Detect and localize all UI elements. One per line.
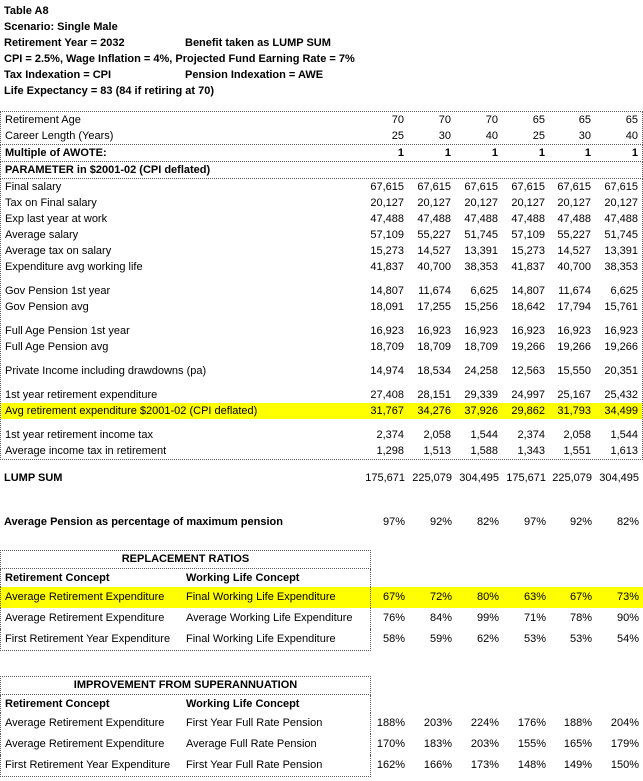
cell-value: 18,709 [370, 341, 404, 353]
cell-value: 67,615 [417, 181, 451, 193]
cell-value: 1 [444, 147, 451, 159]
ratio-row [0, 734, 643, 755]
ratio-row [0, 608, 643, 629]
cell-value: 19,266 [511, 341, 545, 353]
ratio-value: 179% [610, 738, 639, 750]
cell-value: 19,266 [604, 341, 638, 353]
cell-value: 1 [584, 147, 591, 159]
table-row [1, 112, 642, 128]
cell-value: 2,058 [563, 429, 591, 441]
cell-value: 18,709 [464, 341, 498, 353]
cell-value: 18,534 [417, 365, 451, 377]
table-row [1, 211, 642, 227]
replacement-header-row [0, 569, 643, 587]
cell-value: 47,488 [604, 213, 638, 225]
ratio-row [0, 587, 643, 608]
concept-pair [0, 713, 371, 734]
ratio-value: 72% [429, 591, 452, 603]
cell-value: 67,615 [511, 181, 545, 193]
cell-value: 1,513 [423, 445, 451, 457]
ratio-value: 203% [423, 717, 452, 729]
cell-value: 65 [625, 114, 638, 126]
scenario-text: Scenario: Single Male [4, 21, 118, 33]
cell-value: 12,563 [511, 365, 545, 377]
retirement-concept: Average Retirement Expenditure [5, 612, 165, 624]
cell-value: 24,997 [511, 389, 545, 401]
retirement-concept: Average Retirement Expenditure [5, 591, 165, 603]
ratio-value: 162% [376, 759, 405, 771]
cell-value: 38,353 [604, 261, 638, 273]
cell-value: 1 [397, 147, 404, 159]
cell-value: 40 [485, 130, 498, 142]
ratio-value: 90% [616, 612, 639, 624]
cell-value: 25,432 [604, 389, 638, 401]
cell-value: 304,495 [459, 472, 499, 484]
tax-indexation-text: Tax Indexation = CPI [4, 69, 112, 81]
cell-value: 25,167 [557, 389, 591, 401]
cell-value: 28,151 [417, 389, 451, 401]
table-row [1, 145, 642, 161]
ratio-value: 188% [376, 717, 405, 729]
table-row [1, 443, 642, 459]
cell-value: 20,127 [557, 197, 591, 209]
cell-value: 15,273 [511, 245, 545, 257]
table-row [1, 323, 642, 339]
cell-value: 37,926 [464, 405, 498, 417]
cell-value: 1 [491, 147, 498, 159]
ratio-value: 73% [616, 591, 639, 603]
ratio-value: 80% [476, 591, 499, 603]
cell-value: 31,767 [370, 405, 404, 417]
cell-value: 16,923 [557, 325, 591, 337]
working-life-concept: Average Full Rate Pension [186, 738, 317, 750]
ratio-value: 224% [470, 717, 499, 729]
cell-value: 30 [578, 130, 591, 142]
cell-value: 20,127 [417, 197, 451, 209]
cell-value: 1,544 [610, 429, 638, 441]
concept-pair [0, 629, 371, 651]
table-row [1, 427, 642, 443]
cell-value: 24,258 [464, 365, 498, 377]
cell-value: 34,276 [417, 405, 451, 417]
cell-value: 1,588 [470, 445, 498, 457]
cell-value: 20,127 [511, 197, 545, 209]
cell-value: 18,642 [511, 301, 545, 313]
lump-sum-row [0, 470, 643, 486]
cell-value: 92% [569, 516, 592, 528]
improvement-title: IMPROVEMENT FROM SUPERANNUATION [0, 676, 371, 695]
ratio-value: 204% [610, 717, 639, 729]
concept-pair [0, 587, 371, 608]
retirement-concept: First Retirement Year Expenditure [5, 759, 171, 771]
cell-value: 97% [382, 516, 405, 528]
ratio-value: 67% [569, 591, 592, 603]
cell-value: 70 [485, 114, 498, 126]
concept-pair [0, 695, 371, 713]
cell-value: 25 [532, 130, 545, 142]
cell-value: 55,227 [417, 229, 451, 241]
cell-value: 14,527 [557, 245, 591, 257]
cell-value: 15,761 [604, 301, 638, 313]
working-life-concept: Final Working Life Expenditure [186, 591, 336, 603]
life-expectancy-line [0, 83, 643, 99]
retirement-year-line [0, 35, 643, 51]
row-label: Private Income including drawdowns (pa) [5, 365, 207, 377]
table-row [1, 283, 642, 299]
section-heading-label: PARAMETER in $2001-02 (CPI deflated) [5, 164, 211, 176]
ratio-row [0, 713, 643, 734]
row-label: 1st year retirement expenditure [5, 389, 158, 401]
cell-value: 31,793 [557, 405, 591, 417]
ratio-value: 62% [476, 633, 499, 645]
table-row [1, 315, 642, 323]
avg-pension-label: Average Pension as percentage of maximum pension [4, 516, 283, 528]
cell-value: 17,255 [417, 301, 451, 313]
ratio-value: 170% [376, 738, 405, 750]
cell-value: 41,837 [370, 261, 404, 273]
table-row [1, 299, 642, 315]
ratio-value: 183% [423, 738, 452, 750]
retirement-concept-header: Retirement Concept [5, 572, 110, 584]
ratio-value: 67% [382, 591, 405, 603]
ratio-value: 63% [523, 591, 546, 603]
ratio-value: 150% [610, 759, 639, 771]
cell-value: 67,615 [370, 181, 404, 193]
row-label: Multiple of AWOTE: [5, 147, 107, 159]
cell-value: 51,745 [604, 229, 638, 241]
retirement-concept: First Retirement Year Expenditure [5, 633, 171, 645]
cell-value: 34,499 [604, 405, 638, 417]
cell-value: 25 [391, 130, 404, 142]
benefit-text: Benefit taken as LUMP SUM [185, 37, 331, 49]
cell-value: 1,343 [517, 445, 545, 457]
cell-value: 1,613 [610, 445, 638, 457]
cell-value: 1 [631, 147, 638, 159]
ratio-value: 99% [476, 612, 499, 624]
ratio-value: 59% [429, 633, 452, 645]
ratio-value: 84% [429, 612, 452, 624]
row-label: Final salary [5, 181, 62, 193]
concept-pair [0, 734, 371, 755]
cell-value: 70 [391, 114, 404, 126]
cell-value: 16,923 [417, 325, 451, 337]
cell-value: 2,374 [517, 429, 545, 441]
parameter-section [0, 178, 643, 460]
cell-value: 20,127 [370, 197, 404, 209]
cell-value: 11,674 [558, 285, 591, 297]
ratio-value: 53% [523, 633, 546, 645]
cell-value: 97% [523, 516, 546, 528]
cell-value: 13,391 [464, 245, 498, 257]
cell-value: 41,837 [511, 261, 545, 273]
row-label: Full Age Pension avg [5, 341, 109, 353]
cell-value: 18,709 [417, 341, 451, 353]
row-label: Gov Pension 1st year [5, 285, 111, 297]
working-life-concept-header: Working Life Concept [186, 698, 300, 710]
ratio-value: 173% [470, 759, 499, 771]
cell-value: 20,127 [464, 197, 498, 209]
table-row [1, 275, 642, 283]
improvement-rows [0, 713, 643, 776]
ratio-value: 176% [517, 717, 546, 729]
ratio-value: 58% [382, 633, 405, 645]
cell-value: 19,266 [557, 341, 591, 353]
cell-value: 15,550 [557, 365, 591, 377]
cell-value: 92% [429, 516, 452, 528]
working-life-concept-header: Working Life Concept [186, 572, 300, 584]
row-label: Full Age Pension 1st year [5, 325, 130, 337]
cell-value: 225,079 [412, 472, 452, 484]
row-label: Average income tax in retirement [5, 445, 167, 457]
section-heading-row [1, 162, 642, 178]
retirement-concept-header: Retirement Concept [5, 698, 110, 710]
cell-value: 27,408 [370, 389, 404, 401]
cell-value: 16,923 [370, 325, 404, 337]
row-label: Tax on Final salary [5, 197, 97, 209]
cell-value: 15,256 [464, 301, 498, 313]
row-label: Average salary [5, 229, 79, 241]
table-row [1, 128, 642, 144]
cell-value: 40,700 [417, 261, 451, 273]
cell-value: 67,615 [604, 181, 638, 193]
row-label: Retirement Age [5, 114, 81, 126]
avg-pension-row [0, 514, 643, 530]
cell-value: 14,527 [417, 245, 451, 257]
table-row [1, 179, 642, 195]
ratio-row [0, 755, 643, 776]
table-row [1, 419, 642, 427]
cell-value: 67,615 [557, 181, 591, 193]
parameter-heading-section [0, 161, 643, 179]
sheet-header [0, 0, 643, 99]
cell-value: 16,923 [464, 325, 498, 337]
cell-value: 40 [625, 130, 638, 142]
cell-value: 65 [532, 114, 545, 126]
ratio-value: 148% [517, 759, 546, 771]
row-label: Avg retirement expenditure $2001-02 (CPI deflated) [5, 405, 258, 417]
replacement-ratios-title: REPLACEMENT RATIOS [0, 550, 371, 569]
cell-value: 1,551 [563, 445, 591, 457]
table-row [1, 339, 642, 355]
cell-value: 29,862 [511, 405, 545, 417]
table-row [1, 403, 642, 419]
cell-value: 40,700 [557, 261, 591, 273]
replacement-ratios-table [0, 550, 643, 650]
table-row [1, 259, 642, 275]
cell-value: 1,544 [470, 429, 498, 441]
ratio-value: 78% [569, 612, 592, 624]
table-row [1, 227, 642, 243]
scenario-line [0, 19, 643, 35]
working-life-concept: Average Working Life Expenditure [186, 612, 353, 624]
ratio-value: 71% [523, 612, 546, 624]
concept-pair [0, 608, 371, 629]
ratio-value: 76% [382, 612, 405, 624]
retirement-concept: Average Retirement Expenditure [5, 738, 165, 750]
cell-value: 30 [438, 130, 451, 142]
cell-value: 6,625 [610, 285, 638, 297]
ratio-value: 53% [569, 633, 592, 645]
cell-value: 38,353 [464, 261, 498, 273]
ratio-value: 54% [616, 633, 639, 645]
cell-value: 57,109 [511, 229, 545, 241]
cell-value: 47,488 [417, 213, 451, 225]
ratio-value: 203% [470, 738, 499, 750]
ratio-row [0, 629, 643, 650]
indexation-line [0, 67, 643, 83]
cell-value: 70 [438, 114, 451, 126]
cpi-text: CPI = 2.5%, Wage Inflation = 4%, Projected Fund Earning Rate = 7% [4, 53, 355, 65]
cell-value: 47,488 [464, 213, 498, 225]
cell-value: 57,109 [370, 229, 404, 241]
cell-value: 20,351 [604, 365, 638, 377]
concept-pair [0, 569, 371, 587]
working-life-concept: First Year Full Rate Pension [186, 717, 323, 729]
cell-value: 15,273 [370, 245, 404, 257]
ratio-value: 166% [423, 759, 452, 771]
pension-indexation-text: Pension Indexation = AWE [185, 69, 324, 81]
lump-sum-label: LUMP SUM [4, 472, 63, 484]
row-label: Career Length (Years) [5, 130, 114, 142]
row-label: Gov Pension avg [5, 301, 89, 313]
cell-value: 82% [616, 516, 639, 528]
concept-pair [0, 755, 371, 777]
cell-value: 11,674 [418, 285, 451, 297]
main-table [0, 111, 643, 460]
table-row [1, 363, 642, 379]
replacement-rows [0, 587, 643, 650]
ratio-value: 155% [517, 738, 546, 750]
cell-value: 47,488 [370, 213, 404, 225]
cell-value: 65 [578, 114, 591, 126]
cell-value: 20,127 [604, 197, 638, 209]
retirement-year-text: Retirement Year = 2032 [4, 37, 125, 49]
table-title-text: Table A8 [4, 5, 49, 17]
table-title [0, 3, 643, 19]
cell-value: 67,615 [464, 181, 498, 193]
cell-value: 225,079 [552, 472, 592, 484]
cell-value: 47,488 [557, 213, 591, 225]
table-row [1, 195, 642, 211]
ratio-value: 165% [563, 738, 592, 750]
cell-value: 16,923 [604, 325, 638, 337]
cell-value: 175,671 [506, 472, 546, 484]
cell-value: 17,794 [557, 301, 591, 313]
cell-value: 1 [538, 147, 545, 159]
row-label: Average tax on salary [5, 245, 112, 257]
cell-value: 55,227 [557, 229, 591, 241]
cell-value: 14,807 [370, 285, 404, 297]
age-section [0, 111, 643, 145]
cell-value: 14,807 [511, 285, 545, 297]
cell-value: 47,488 [511, 213, 545, 225]
life-expectancy-text: Life Expectancy = 83 (84 if retiring at 70) [4, 85, 214, 97]
cell-value: 175,671 [365, 472, 405, 484]
table-row [1, 379, 642, 387]
cell-value: 29,339 [464, 389, 498, 401]
cell-value: 304,495 [599, 472, 639, 484]
cell-value: 6,625 [470, 285, 498, 297]
awote-section [0, 144, 643, 162]
cell-value: 14,974 [370, 365, 404, 377]
cell-value: 2,374 [376, 429, 404, 441]
retirement-concept: Average Retirement Expenditure [5, 717, 165, 729]
row-label: Expenditure avg working life [5, 261, 143, 273]
table-row [1, 387, 642, 403]
cell-value: 82% [476, 516, 499, 528]
table-row [1, 355, 642, 363]
cell-value: 18,091 [370, 301, 404, 313]
improvement-header-row [0, 695, 643, 713]
row-label: Exp last year at work [5, 213, 108, 225]
ratio-value: 149% [563, 759, 592, 771]
cell-value: 1,298 [376, 445, 404, 457]
table-row [1, 243, 642, 259]
cell-value: 51,745 [464, 229, 498, 241]
cell-value: 16,923 [511, 325, 545, 337]
cpi-line [0, 51, 643, 67]
cell-value: 2,058 [423, 429, 451, 441]
working-life-concept: First Year Full Rate Pension [186, 759, 323, 771]
cell-value: 13,391 [604, 245, 638, 257]
working-life-concept: Final Working Life Expenditure [186, 633, 336, 645]
row-label: 1st year retirement income tax [5, 429, 153, 441]
improvement-table [0, 676, 643, 776]
ratio-value: 188% [563, 717, 592, 729]
